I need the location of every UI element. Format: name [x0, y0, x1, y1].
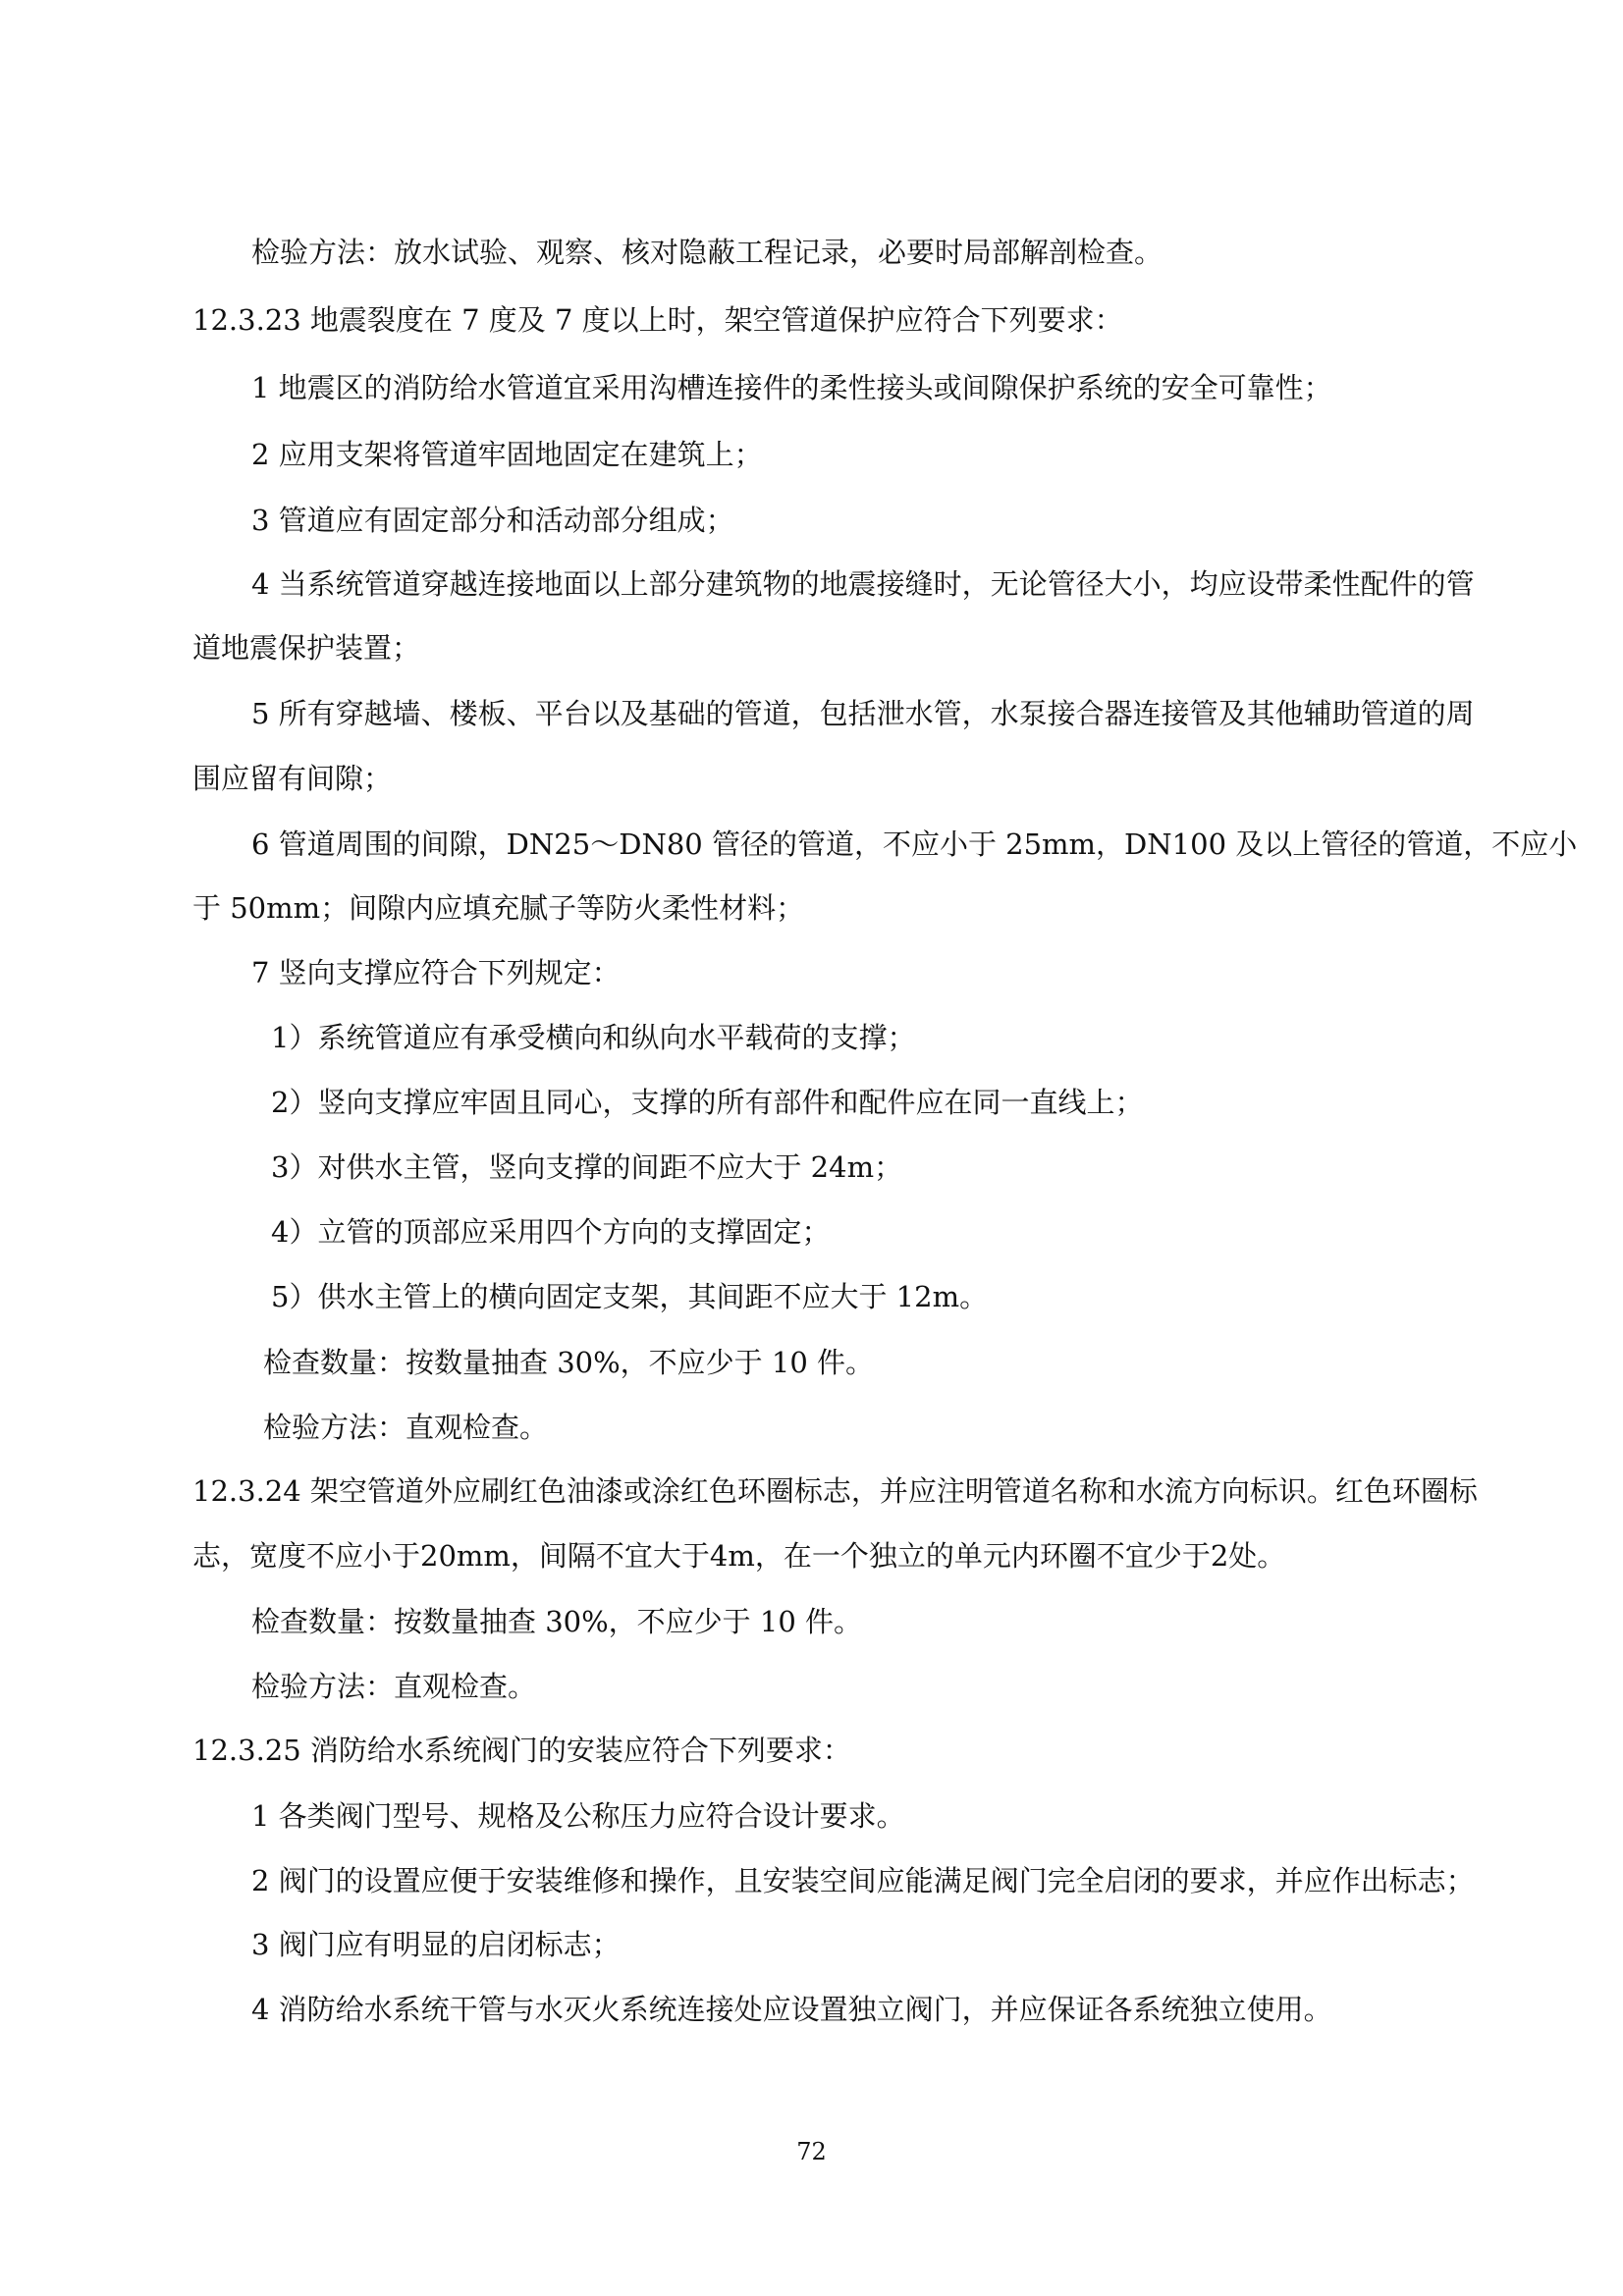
clause-12-3-25-heading: 12.3.25 消防给水系统阀门的安装应符合下列要求： — [192, 1734, 851, 1767]
clause-12-3-24-line-2: 志，宽度不应小于20mm，间隔不宜大于4m，在一个独立的单元内环圈不宜少于2处。 — [192, 1539, 1286, 1573]
inspection-quantity-line: 检查数量：按数量抽查 30%，不应少于 10 件。 — [251, 1605, 863, 1638]
sub-item-2: 2）竖向支撑应牢固且同心，支撑的所有部件和配件应在同一直线上； — [271, 1086, 1144, 1119]
sub-item-4: 4）立管的顶部应采用四个方向的支撑固定； — [271, 1215, 831, 1249]
inspection-quantity-line: 检查数量：按数量抽查 30%，不应少于 10 件。 — [263, 1346, 875, 1379]
inspection-method-line: 检验方法：放水试验、观察、核对隐蔽工程记录，必要时局部解剖检查。 — [251, 236, 1163, 269]
inspection-method-line: 检验方法：直观检查。 — [251, 1670, 537, 1703]
clause-item-4-line-2: 道地震保护装置； — [192, 631, 421, 665]
valve-item-1: 1 各类阀门型号、规格及公称压力应符合设计要求。 — [251, 1799, 905, 1833]
clause-item-5-line-2: 围应留有间隙； — [192, 762, 393, 795]
clause-item-5-line-1: 5 所有穿越墙、楼板、平台以及基础的管道，包括泄水管，水泵接合器连接管及其他辅助管道的周 — [251, 697, 1475, 730]
sub-item-5: 5）供水主管上的横向固定支架，其间距不应大于 12m。 — [271, 1280, 989, 1313]
clause-item-4-line-1: 4 当系统管道穿越连接地面以上部分建筑物的地震接缝时，无论管径大小，均应设带柔性配件的管 — [251, 567, 1475, 601]
clause-item-6-line-1: 6 管道周围的间隙，DN25～DN80 管径的管道，不应小于 25mm，DN100 及以上管径的管道，不应小 — [251, 828, 1578, 861]
clause-item-7: 7 竖向支撑应符合下列规定： — [251, 956, 621, 989]
clause-12-3-23-heading: 12.3.23 地震裂度在 7 度及 7 度以上时，架空管道保护应符合下列要求： — [192, 303, 1123, 337]
clause-item-1: 1 地震区的消防给水管道宜采用沟槽连接件的柔性接头或间隙保护系统的安全可靠性； — [251, 371, 1332, 404]
sub-item-3: 3）对供水主管，竖向支撑的间距不应大于 24m； — [271, 1150, 903, 1184]
valve-item-2: 2 阀门的设置应便于安装维修和操作，且安装空间应能满足阀门完全启闭的要求，并应作出标志； — [251, 1864, 1475, 1897]
clause-item-2: 2 应用支架将管道牢固地固定在建筑上； — [251, 438, 763, 471]
page-number: 72 — [796, 2138, 827, 2165]
clause-item-3: 3 管道应有固定部分和活动部分组成； — [251, 504, 734, 537]
inspection-method-line: 检验方法：直观检查。 — [263, 1411, 549, 1444]
clause-item-6-line-2: 于 50mm；间隙内应填充腻子等防火柔性材料； — [192, 891, 805, 925]
sub-item-1: 1）系统管道应有承受横向和纵向水平载荷的支撑； — [271, 1021, 916, 1054]
valve-item-3: 3 阀门应有明显的启闭标志； — [251, 1928, 621, 1961]
clause-12-3-24-line-1: 12.3.24 架空管道外应刷红色油漆或涂红色环圈标志，并应注明管道名称和水流方向标识。红色环圈标 — [192, 1474, 1478, 1508]
valve-item-4: 4 消防给水系统干管与水灭火系统连接处应设置独立阀门，并应保证各系统独立使用。 — [251, 1993, 1332, 2026]
